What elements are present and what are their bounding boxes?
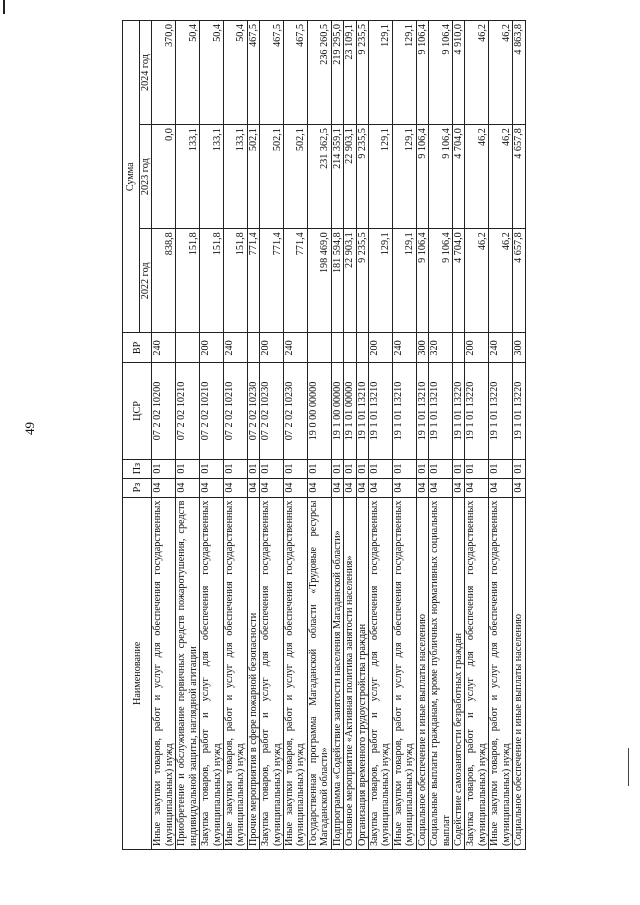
cell-2024: 46,2 [465,21,489,125]
cell-name: Иные закупки товаров, работ и услуг для обеспечения государственных (муниципальных) нужд [284,497,308,849]
cell-name: Содействие самозанятости безработных граждан [452,497,464,849]
cell-name: Иные закупки товаров, работ и услуг для обеспечения государственных (муниципальных) нужд [152,497,176,849]
cell-2024: 9 106,4 [416,21,428,125]
cell-2024: 219 295,0 [331,21,343,125]
cell-rz: 04 [247,478,259,497]
header-2023: 2023 год [140,125,152,229]
cell-csr: 07 2 02 10200 [152,363,176,459]
cell-csr: 19 1 01 13220 [513,363,525,459]
cell-2022: 46,2 [465,229,489,333]
header-rz: Рз [123,478,152,497]
cell-rz: 04 [452,478,464,497]
cell-vr: 240 [152,333,176,363]
cell-pz: 01 [489,459,513,478]
cell-rz: 04 [284,478,308,497]
table-row [452,21,464,850]
cell-2024: 46,2 [489,21,513,125]
cell-2022: 771,4 [260,229,284,333]
cell-vr: 200 [369,333,393,363]
cell-2023: 46,2 [489,125,513,229]
cell-csr: 19 1 01 13220 [465,363,489,459]
page-number-area [0,0,40,905]
cell-2024: 467,5 [284,21,308,125]
cell-csr: 07 2 02 10210 [176,363,200,459]
cell-2024: 50,4 [200,21,224,125]
cell-name: Социальное обеспечение и иные выплаты населению [416,497,428,849]
cell-rz: 04 [489,478,513,497]
cell-2023: 502,1 [247,125,259,229]
cell-csr: 19 1 01 13210 [369,363,393,459]
cell-2022: 9 106,4 [429,229,453,333]
cell-2023: 22 903,1 [344,125,356,229]
table-row [416,21,428,850]
cell-2022: 151,8 [223,229,247,333]
cell-rz: 04 [260,478,284,497]
cell-2023: 9 235,5 [356,125,368,229]
cell-pz: 01 [331,459,343,478]
cell-vr: 200 [260,333,284,363]
cell-name: Закупка товаров, работ и услуг для обеспечения государственных (муниципальных) нужд [260,497,284,849]
table-row [513,21,525,850]
header-name: Наименование [123,497,152,849]
cell-csr: 19 1 01 13220 [452,363,464,459]
cell-csr: 19 1 01 00000 [344,363,356,459]
table-row [247,21,259,850]
table-row [331,21,343,850]
cell-2022: 151,8 [200,229,224,333]
cell-2024: 4 863,8 [513,21,525,125]
cell-vr [344,333,356,363]
cell-2022: 129,1 [392,229,416,333]
cell-vr [331,333,343,363]
cell-name: Закупка товаров, работ и услуг для обеспечения государственных (муниципальных) нужд [200,497,224,849]
cell-2023: 133,1 [200,125,224,229]
cell-csr: 19 1 01 13210 [392,363,416,459]
cell-vr: 200 [465,333,489,363]
cell-rz: 04 [200,478,224,497]
cell-2023: 214 359,1 [331,125,343,229]
table-header-row [123,21,140,850]
cell-rz: 04 [429,478,453,497]
margin-mark [628,748,629,786]
cell-vr: 240 [284,333,308,363]
cell-vr [356,333,368,363]
cell-csr: 07 2 02 10230 [284,363,308,459]
cell-rz: 04 [392,478,416,497]
cell-pz: 01 [416,459,428,478]
cell-name: Закупка товаров, работ и услуг для обеспечения государственных (муниципальных) нужд [369,497,393,849]
cell-rz: 04 [369,478,393,497]
cell-2023: 129,1 [392,125,416,229]
table-row [223,21,247,850]
cell-2022: 46,2 [489,229,513,333]
table-row [356,21,368,850]
header-csr: ЦСР [123,363,152,459]
cell-2023: 4 704,0 [452,125,464,229]
cell-pz: 01 [369,459,393,478]
cell-rz: 04 [416,478,428,497]
cell-pz: 01 [344,459,356,478]
cell-rz: 04 [307,478,331,497]
table-row [369,21,393,850]
cell-2024: 4 910,0 [452,21,464,125]
header-2022: 2022 год [140,229,152,333]
header-2024: 2024 год [140,21,152,125]
cell-csr: 19 1 01 13220 [489,363,513,459]
cell-rz: 04 [223,478,247,497]
cell-2024: 9 106,4 [429,21,453,125]
table-body [152,21,525,850]
cell-vr: 320 [429,333,453,363]
cell-2024: 370,0 [152,21,176,125]
cell-2023: 502,1 [260,125,284,229]
budget-table [122,20,526,850]
cell-2022: 22 903,1 [344,229,356,333]
cell-name: Приобретение и обслуживание первичных средств пожаротушения, средств индивидуальной защиты, наглядной агитации [176,497,200,849]
cell-csr: 19 1 01 13210 [356,363,368,459]
cell-vr: 240 [489,333,513,363]
cell-2023: 4 657,8 [513,125,525,229]
table-row [489,21,513,850]
cell-csr: 07 2 02 10230 [247,363,259,459]
cell-rz: 04 [465,478,489,497]
table-row [284,21,308,850]
cell-2024: 129,1 [392,21,416,125]
header-sum: Сумма [123,21,140,333]
cell-2022: 4 704,0 [452,229,464,333]
cell-2023: 9 106,4 [416,125,428,229]
cell-csr: 07 2 02 10210 [200,363,224,459]
cell-2022: 9 106,4 [416,229,428,333]
cell-csr: 19 0 00 00000 [307,363,331,459]
cell-pz: 01 [452,459,464,478]
cell-vr: 240 [392,333,416,363]
cell-2024: 50,4 [176,21,200,125]
cell-pz: 01 [465,459,489,478]
cell-2022: 771,4 [284,229,308,333]
cell-csr: 19 1 01 13210 [429,363,453,459]
cell-pz: 01 [176,459,200,478]
cell-2024: 9 235,5 [356,21,368,125]
cell-2022: 181 594,8 [331,229,343,333]
table-row [152,21,176,850]
cell-rz: 04 [356,478,368,497]
cell-name: Организация временного трудоустройства граждан [356,497,368,849]
table-row [200,21,224,850]
cell-2023: 133,1 [223,125,247,229]
cell-2023: 46,2 [465,125,489,229]
cell-2024: 236 260,5 [307,21,331,125]
cell-vr [307,333,331,363]
cell-2022: 198 469,0 [307,229,331,333]
cell-2023: 231 362,5 [307,125,331,229]
cell-2022: 129,1 [369,229,393,333]
cell-2024: 129,1 [369,21,393,125]
cell-pz: 01 [513,459,525,478]
cell-vr: 300 [416,333,428,363]
cell-pz: 01 [260,459,284,478]
cell-2022: 151,8 [176,229,200,333]
cell-rz: 04 [152,478,176,497]
cell-rz: 04 [176,478,200,497]
cell-vr [452,333,464,363]
cell-vr: 300 [513,333,525,363]
cell-name: Подпрограмма «Содействие занятости населения Магаданской области» [331,497,343,849]
header-vr: ВР [123,333,152,363]
table-row [344,21,356,850]
cell-2022: 771,4 [247,229,259,333]
header-pz: Пз [123,459,152,478]
cell-2024: 50,4 [223,21,247,125]
cell-name: Социальные выплаты гражданам, кроме публичных нормативных социальных выплат [429,497,453,849]
cell-name: Социальное обеспечение и иные выплаты населению [513,497,525,849]
cell-rz: 04 [344,478,356,497]
cell-rz: 04 [513,478,525,497]
cell-csr: 19 1 00 00000 [331,363,343,459]
cell-name: Иные закупки товаров, работ и услуг для обеспечения государственных (муниципальных) нужд [392,497,416,849]
table-row [392,21,416,850]
cell-pz: 01 [392,459,416,478]
cell-vr: 240 [223,333,247,363]
table-row [465,21,489,850]
cell-pz: 01 [356,459,368,478]
cell-name: Иные закупки товаров, работ и услуг для обеспечения государственных (муниципальных) нужд [223,497,247,849]
cell-pz: 01 [429,459,453,478]
cell-name: Основное мероприятие «Активная политика занятости населения» [344,497,356,849]
cell-pz: 01 [152,459,176,478]
cell-2023: 9 106,4 [429,125,453,229]
cell-pz: 01 [284,459,308,478]
page-number: 49 [22,422,37,435]
cell-name: Иные закупки товаров, работ и услуг для обеспечения государственных (муниципальных) нужд [489,497,513,849]
cell-2024: 467,5 [260,21,284,125]
cell-csr: 19 1 01 13210 [416,363,428,459]
cell-pz: 01 [200,459,224,478]
cell-name: Закупка товаров, работ и услуг для обеспечения государственных (муниципальных) нужд [465,497,489,849]
cell-vr [247,333,259,363]
cell-vr: 200 [200,333,224,363]
cell-csr: 07 2 02 10230 [260,363,284,459]
cell-2022: 838,8 [152,229,176,333]
table-row [429,21,453,850]
table-row [307,21,331,850]
cell-vr [176,333,200,363]
rotated-table-container [122,20,536,850]
cell-csr: 07 2 02 10210 [223,363,247,459]
cell-2022: 9 235,5 [356,229,368,333]
cell-pz: 01 [307,459,331,478]
cell-2023: 133,1 [176,125,200,229]
cell-2022: 4 657,8 [513,229,525,333]
table-row [260,21,284,850]
table-row [176,21,200,850]
cell-pz: 01 [247,459,259,478]
cell-2023: 502,1 [284,125,308,229]
cell-2023: 0,0 [152,125,176,229]
cell-pz: 01 [223,459,247,478]
cell-rz: 04 [331,478,343,497]
cell-name: Государственная программа Магаданской области «Трудовые ресурсы Магаданской области» [307,497,331,849]
cell-name: Прочие мероприятия в сфере пожарной безопасности [247,497,259,849]
cell-2024: 23 109,1 [344,21,356,125]
cell-2024: 467,5 [247,21,259,125]
cell-2023: 129,1 [369,125,393,229]
